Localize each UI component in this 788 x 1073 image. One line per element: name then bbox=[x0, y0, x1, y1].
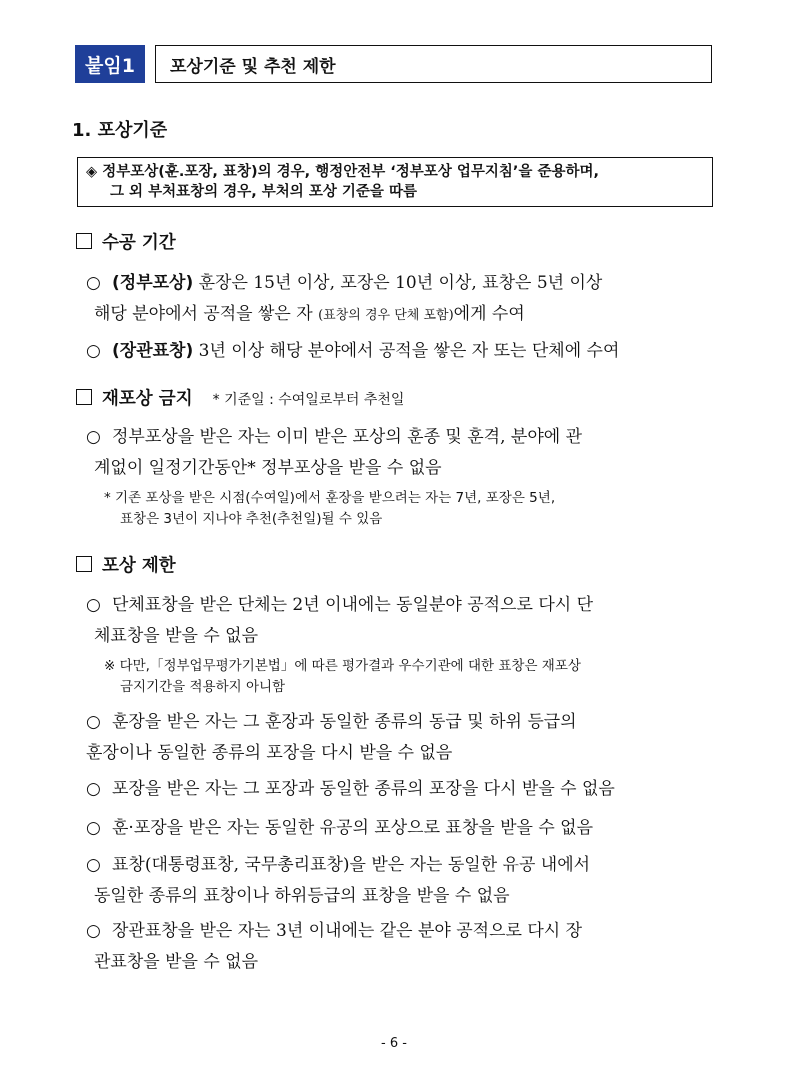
limits-item6-line2: 관표창을 받을 수 없음 bbox=[94, 952, 259, 972]
limits-heading bbox=[76, 552, 176, 577]
reaward-item-1 bbox=[86, 422, 716, 484]
period-item2-text: 3년 이상 해당 분야에서 공적을 쌓은 자 또는 단체에 수여 bbox=[193, 341, 620, 361]
reaward-heading-text: 재포상 금지 bbox=[102, 389, 193, 409]
period-item1-line2a: 해당 분야에서 공적을 쌓은 자 bbox=[94, 304, 319, 324]
circle-bullet-icon: ○ bbox=[86, 855, 101, 875]
limits-sub-line2: 금지기간을 적용하지 아니함 bbox=[120, 679, 286, 695]
notice-line-2: 그 외 부처표창의 경우, 부처의 포상 기준을 따름 bbox=[110, 184, 417, 200]
limits-item5-line1: 표창(대통령표창, 국무총리표창)을 받은 자는 동일한 유공 내에서 bbox=[112, 855, 591, 875]
limits-item-3 bbox=[86, 774, 716, 805]
section-title: 1. 포상기준 bbox=[72, 120, 168, 141]
document-title: 포상기준 및 추천 제한 bbox=[155, 45, 712, 83]
reaward-sub-line2: 표창은 3년이 지나야 추천(추천일)될 수 있음 bbox=[120, 511, 383, 527]
period-item1-line1: 훈장은 15년 이상, 포장은 10년 이상, 표창은 5년 이상 bbox=[193, 273, 603, 293]
circle-bullet-icon: ○ bbox=[86, 818, 101, 838]
limits-item-5 bbox=[86, 850, 716, 912]
limits-item5-line2: 동일한 종류의 표창이나 하위등급의 표창을 받을 수 없음 bbox=[94, 886, 510, 906]
period-item1-line2c: 에게 수여 bbox=[453, 304, 525, 324]
period-item1-line2b: (표창의 경우 단체 포함) bbox=[318, 308, 454, 323]
circle-bullet-icon: ○ bbox=[86, 779, 101, 799]
limits-item2-line1: 훈장을 받은 자는 그 훈장과 동일한 종류의 동급 및 하위 등급의 bbox=[112, 712, 577, 732]
limits-item-2 bbox=[86, 707, 716, 769]
reaward-heading bbox=[76, 385, 404, 410]
minister-award-label: (장관표창) bbox=[112, 341, 194, 361]
period-item-minister bbox=[86, 336, 716, 367]
reaward-item1-line1: 정부포상을 받은 자는 이미 받은 포상의 훈종 및 훈격, 분야에 관 bbox=[112, 427, 582, 447]
circle-bullet-icon: ○ bbox=[86, 921, 101, 941]
square-bullet-icon bbox=[76, 389, 92, 405]
reaward-item1-line2: 계없이 일정기간동안* 정부포상을 받을 수 없음 bbox=[94, 458, 442, 478]
notice-line-1: ◈ 정부포상(훈.포장, 표창)의 경우, 행정안전부 ‘정부포상 업무지침’을 준용하며, bbox=[86, 164, 599, 180]
period-item-government bbox=[86, 268, 716, 331]
reaward-note: * 기준일 : 수여일로부터 추천일 bbox=[212, 392, 405, 408]
attachment-badge: 붙임1 bbox=[75, 45, 145, 83]
circle-bullet-icon: ○ bbox=[86, 427, 101, 447]
circle-bullet-icon: ○ bbox=[86, 712, 101, 732]
circle-bullet-icon: ○ bbox=[86, 273, 101, 293]
limits-item1-line1: 단체표창을 받은 단체는 2년 이내에는 동일분야 공적으로 다시 단 bbox=[112, 595, 594, 615]
limits-heading-text: 포상 제한 bbox=[102, 556, 176, 576]
limits-item6-line1: 장관표창을 받은 자는 3년 이내에는 같은 분야 공적으로 다시 장 bbox=[112, 921, 582, 941]
limits-item-6 bbox=[86, 916, 716, 978]
government-award-label: (정부포상) bbox=[112, 273, 194, 293]
circle-bullet-icon: ○ bbox=[86, 595, 101, 615]
square-bullet-icon bbox=[76, 233, 92, 249]
limits-item1-line2: 체표창을 받을 수 없음 bbox=[94, 626, 259, 646]
limits-item2-line2: 훈장이나 동일한 종류의 포장을 다시 받을 수 없음 bbox=[86, 743, 453, 763]
reaward-subnote bbox=[104, 488, 714, 530]
circle-bullet-icon: ○ bbox=[86, 341, 101, 361]
period-heading-text: 수공 기간 bbox=[102, 233, 176, 253]
limits-sub-line1: ※ 다만,「정부업무평가기본법」에 따른 평가결과 우수기관에 대한 표창은 재포상 bbox=[104, 658, 581, 674]
reaward-sub-line1: * 기존 포상을 받은 시점(수여일)에서 훈장을 받으려는 자는 7년, 포장은 5년, bbox=[104, 490, 556, 506]
limits-item-4 bbox=[86, 813, 716, 844]
page-number: - 6 - bbox=[381, 1036, 407, 1051]
limits-item-1 bbox=[86, 590, 716, 652]
limits-subnote bbox=[104, 656, 714, 698]
notice-box bbox=[77, 157, 713, 207]
square-bullet-icon bbox=[76, 556, 92, 572]
limits-item3-line1: 포장을 받은 자는 그 포장과 동일한 종류의 포장을 다시 받을 수 없음 bbox=[112, 779, 615, 799]
limits-item4-line1: 훈·포장을 받은 자는 동일한 유공의 포상으로 표창을 받을 수 없음 bbox=[112, 818, 594, 838]
period-heading bbox=[76, 229, 176, 254]
